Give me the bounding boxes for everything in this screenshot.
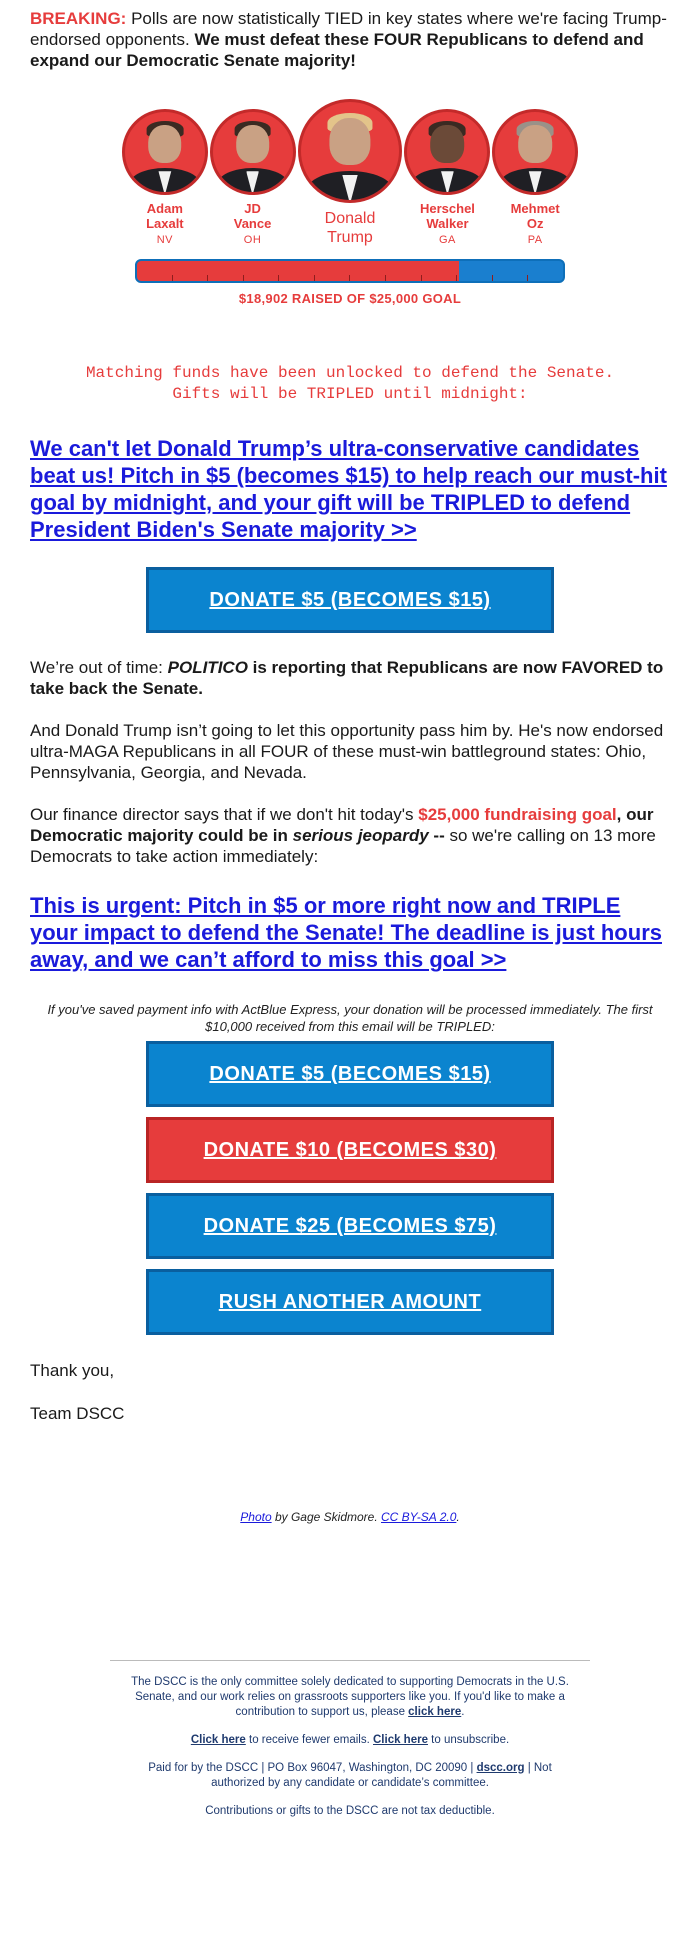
donate-5-express-button[interactable]: DONATE $5 (BECOMES $15): [146, 1041, 554, 1107]
footer-paid-for: Paid for by the DSCC | PO Box 96047, Washington, DC 20090 | dscc.org | Not authorized by any candidate or candidate’s committee.: [148, 1762, 552, 1789]
intro-bold-text: We must defeat these FOUR Republicans to defend and expand our Democratic Senate majority!: [30, 30, 644, 70]
urgent-donate-link[interactable]: This is urgent: Pitch in $5 or more right now and TRIPLE your impact to defend the Senate! The deadline is just hours away, and we can’t afford to miss this goal >>: [30, 893, 662, 972]
candidate-state: PA: [527, 234, 543, 246]
candidate-state: NV: [156, 234, 173, 246]
intro-paragraph: [30, 8, 670, 71]
avatar: [492, 109, 578, 195]
candidate-vance: [209, 109, 297, 246]
fundraising-progress-bar: [135, 259, 565, 283]
signoff-thanks: Thank you,: [30, 1361, 115, 1380]
photo-credit: Photo by Gage Skidmore. CC BY-SA 2.0.: [240, 1510, 460, 1524]
donate-10-express-button[interactable]: DONATE $10 (BECOMES $30): [146, 1117, 554, 1183]
contribute-link[interactable]: click here: [408, 1706, 462, 1718]
rush-another-amount-button[interactable]: RUSH ANOTHER AMOUNT: [146, 1269, 554, 1335]
politico-paragraph: We’re out of time: POLITICO is reporting that Republicans are now FAVORED to take back the Senate.: [30, 658, 664, 698]
candidate-name: JD Vance: [233, 201, 272, 231]
candidate-state: GA: [438, 234, 456, 246]
unsubscribe-link[interactable]: Click here: [373, 1734, 428, 1746]
candidate-name: Mehmet Oz: [510, 201, 560, 231]
email-body: [30, 0, 670, 1819]
finance-director-paragraph: Our finance director says that if we don't hit today's $25,000 fundraising goal, our Democratic majority could be in serious jeopardy -- so we're calling on 13 more Democrats to take action immediately:: [30, 805, 656, 866]
donate-link-headline[interactable]: We can't let Donald Trump’s ultra-conservative candidates beat us! Pitch in $5 (becomes $15) to help reach our must-hit goal by midnight, and your gift will be TRIPLED to defend President Biden's Senate majority >>: [30, 436, 667, 542]
avatar: [298, 99, 402, 203]
candidate-row: [115, 109, 585, 247]
candidate-walker: [404, 109, 492, 246]
candidate-oz: [491, 109, 579, 246]
candidates-progress-graphic: [115, 109, 585, 339]
candidate-state: OH: [243, 234, 262, 246]
candidate-name: Herschel Walker: [419, 201, 475, 231]
intro-text: Polls are now statistically TIED in key states where we're facing Trump-endorsed opponents.: [30, 9, 667, 49]
license-link[interactable]: CC BY-SA 2.0: [381, 1510, 457, 1524]
footer-email-prefs: Click here to receive fewer emails. Click here to unsubscribe.: [190, 1734, 510, 1746]
matching-funds-notice: Matching funds have been unlocked to defend the Senate. Gifts will be TRIPLED until midnight:: [85, 364, 615, 403]
donate-5-button[interactable]: DONATE $5 (BECOMES $15): [146, 567, 554, 633]
footer: [120, 1675, 580, 1819]
candidate-trump: [296, 99, 403, 247]
candidate-name: Donald Trump: [324, 210, 376, 246]
actblue-express-note: If you've saved payment info with ActBlue Express, your donation will be processed immediately. The first $10,000 received from this email will be TRIPLED:: [47, 1002, 653, 1034]
signoff-team: Team DSCC: [30, 1404, 125, 1423]
avatar: [210, 109, 296, 195]
fewer-emails-link[interactable]: Click here: [190, 1734, 246, 1746]
raised-of-goal-label: $18,902 RAISED OF $25,000 GOAL: [238, 291, 462, 306]
donate-25-express-button[interactable]: DONATE $25 (BECOMES $75): [146, 1193, 554, 1259]
footer-divider: [110, 1660, 590, 1661]
footer-mission: The DSCC is the only committee solely dedicated to supporting Democrats in the U.S. Senate, and our work relies on grassroots supporters like you. If you'd like to make a contribution to support us, please click here.: [131, 1676, 569, 1718]
photo-link[interactable]: Photo: [240, 1510, 272, 1524]
avatar: [404, 109, 490, 195]
candidate-laxalt: [121, 109, 209, 246]
breaking-label: BREAKING:: [30, 9, 127, 28]
candidate-name: Adam Laxalt: [146, 201, 184, 231]
avatar: [122, 109, 208, 195]
trump-endorsement-paragraph: And Donald Trump isn’t going to let this opportunity pass him by. He's now endorsed ultra-MAGA Republicans in all FOUR of these must-win battleground states: Ohio, Pennsylvania, Georgia, and Nevada.: [30, 721, 664, 782]
progress-ticks: [137, 275, 563, 281]
dscc-site-link[interactable]: dscc.org: [476, 1762, 525, 1774]
footer-tax-note: Contributions or gifts to the DSCC are not tax deductible.: [205, 1805, 495, 1817]
